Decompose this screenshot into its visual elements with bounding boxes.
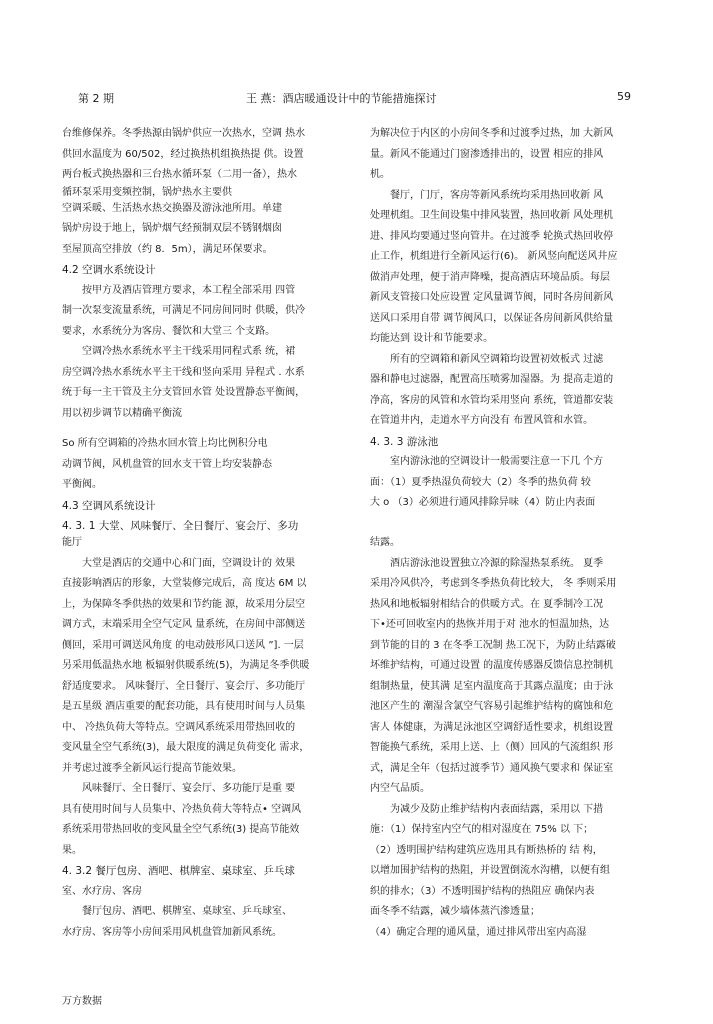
text-line: 直接影响酒店的形象，大堂装修完成后，高 度达 6M 以: [62, 578, 307, 589]
text-line: 热风和地板辐射相结合的供暖方式。在 夏季制冷工况: [370, 598, 604, 610]
text-line: 动调节阀，风机盘管的回水支干管上均安装静态: [62, 458, 272, 470]
text-line: 具有使用时间与人员集中、冷热负荷大等特点• 空调风: [62, 803, 302, 815]
text-line: 大堂是酒店的交通中心和门面，空调设计的 效果: [82, 557, 296, 569]
text-line: 净高，客房的风管和水管均采用竖向 系统，管道都安装: [370, 394, 614, 406]
text-line: 循环泵采用变频控制，锅炉热水主要供: [62, 186, 232, 198]
text-line: 锅炉房设于地上，锅炉烟气经预制双层不锈钢烟囱: [62, 223, 282, 234]
text-line: 组制热量，使其满 足室内温度高于其露点温度；由于泳: [370, 680, 614, 692]
text-line: 统于每一主干管及主分支管回水管 处设置静态平衡阀，: [62, 387, 306, 398]
text-line: 施：（1）保持室内空气的相对湿度在 75% 以 下；: [370, 824, 594, 835]
text-line: 式，满足全年（包括过渡季节）通风换气要求和 保证室: [370, 762, 614, 774]
text-line: 室、水疗房、客房: [62, 885, 142, 897]
text-line: 调方式，末端采用全空气定风 量系统，在房间中部侧送: [62, 619, 306, 630]
text-line: 池区产生的 潮湿含氯空气容易引起维护结构的腐蚀和危: [370, 701, 614, 712]
text-line: 是五星级 酒店重要的配套功能，具有使用时间与人员集: [62, 701, 306, 712]
text-line: 空调采暖、生活热水热交换器及游泳池所用。单建: [62, 202, 282, 214]
header-title: 王 燕：酒店暖通设计中的节能措施探讨: [246, 92, 437, 105]
text-line: 餐厅包房、酒吧、棋牌室、桌球室、乒乓球室、: [82, 906, 292, 917]
text-line: 房空调冷热水系统水平主干线和竖向采用 异程式 . 水系: [62, 366, 305, 378]
text-line: 要求，水系统分为客房、餐饮和大堂三 个支路。: [62, 325, 276, 337]
text-line: 为解决位于内区的小房间冬季和过渡季过热，加 大新风: [370, 128, 614, 139]
right-column-bottom: [370, 533, 646, 943]
text-line: 到节能的目的 3 在冬季工况制 热工况下，为防止结露破: [370, 639, 616, 651]
text-line: 在管道井内，走道水平方向没有 布置风管和水管。: [370, 415, 594, 426]
text-line: （2）透明围护结构建筑应选用具有断热桥的 结 构，: [370, 844, 603, 856]
text-line: 按甲方及酒店管理方要求，本工程全部采用 四管: [82, 284, 296, 296]
text-line: 坏维护结构，可通过设置 的温度传感器反馈信息控制机: [370, 660, 614, 671]
text-line: 并考虑过渡季全新风运行提高节能效果。: [62, 762, 242, 774]
text-line: 下•还可回收室内的热恢并用于对 池水的恒温加热，达: [370, 619, 610, 630]
text-line: 空调冷热水系统水平主干线采用同程式系 统，裙: [82, 346, 296, 357]
text-line: 舒适度要求。 风味餐厅、全日餐厅、宴会厅、多功能厅: [62, 680, 306, 692]
text-line: 制一次泵变流量系统，可满足不同房间同时 供暖，供冷: [62, 305, 306, 316]
text-line: 处理机组。卫生间设集中排风装置，热回收新 风处理机: [370, 210, 614, 221]
text-line: 果。: [62, 844, 82, 856]
text-line: 至屋顶高空排放（约 8．5m），满足环保要求。: [62, 243, 273, 255]
text-line: 上，为保障冬季供热的效果和节约能 源，故采用分层空: [62, 598, 306, 610]
subsection-heading: 4. 3. 1 大堂、风味餐厅、全日餐厅、宴会厅、多功: [62, 520, 299, 532]
subsection-heading: 4. 3.2 餐厅包房、酒吧、棋牌室、桌球室、乒乓球: [62, 865, 295, 877]
text-line: 另采用低温热水地 板辐射供暖系统(5)，为满足冬季供暖: [62, 660, 310, 671]
text-line: 平衡阀。: [62, 479, 102, 490]
text-line: 两台板式换热器和三台热水循环泵（二用一备），热水: [62, 169, 297, 180]
text-line: 变风量全空气系统(3)，最大限度的满足负荷变化 需求，: [62, 742, 310, 753]
text-line: 用以初步调节以精确平衡流: [62, 407, 182, 419]
text-line: 系统采用带热回收的变风量全空气系统(3) 提高节能效: [62, 824, 300, 835]
text-line: 内空气品质。: [370, 783, 430, 794]
text-line: 中、 冷热负荷大等特点。空调风系统采用带热回收的: [62, 721, 296, 733]
text-line: （4）确定合理的通风量，通过排风带出室内高湿: [370, 926, 587, 938]
text-line: 新风支管接口处应设置 定风量调节阀，同时各房间新风: [370, 292, 614, 303]
text-line: 水疗房、客房等小房间采用风机盘管加新风系统。: [62, 926, 282, 938]
text-line: 织的排水；（3）不透明围护结构的热阻应 确保内表: [370, 885, 595, 897]
text-line: 送风口采用自带 调节阀风口，以保证各房间新风供给量: [370, 312, 614, 324]
text-line: 面冬季不结露，减少墙体蒸汽渗透量；: [370, 906, 540, 917]
text-line: 量。新风不能通过门窗渗透排出的，设置 相应的排风: [370, 148, 604, 160]
text-line: 机。: [370, 169, 390, 180]
text-line: 能厅: [62, 537, 82, 548]
subsection-heading: 4. 3. 3 游泳池: [370, 435, 439, 448]
left-column-middle: [62, 434, 338, 537]
text-line: 台维修保养。冬季热源由锅炉供应一次热水，空调 热水: [62, 128, 306, 139]
footer-watermark: 万方数据: [62, 996, 102, 1007]
text-line: 器和静电过滤器，配置高压喷雾加湿器。为 提高走道的: [370, 374, 614, 385]
text-line: 供回水温度为 60/502，经过换热机组换热提 供。设置: [62, 148, 304, 160]
section-heading: 4.3 空调风系统设计: [62, 499, 156, 512]
text-line: 酒店游泳池设置独立冷源的除湿热泵系统。 夏季: [390, 557, 604, 569]
text-line: 智能换气系统，采用上送、上（侧）回风的气流组织 形: [370, 742, 614, 753]
text-line: 采用冷风供冷，考虑到冬季热负荷比较大， 冬 季则采用: [370, 578, 617, 589]
text-line: 均能达到 设计和节能要求。: [370, 333, 494, 344]
text-line: 室内游泳池的空调设计一般需要注意一下几 个方: [390, 456, 604, 467]
text-line: 风味餐厅、全日餐厅、宴会厅、多功能厅是重 要: [82, 783, 296, 794]
text-line: 大 o （3）必须进行通风排除异味（4）防止内表面: [370, 497, 596, 508]
text-line: 止工作，机组进行全新风运行(6)。 新风竖向配送风井应: [370, 251, 618, 262]
text-line: 进、排风均要通过竖向管井。在过渡季 轮换式热回收停: [370, 230, 614, 242]
text-line: 餐厅，门厅，客房等新风系统均采用热回收新 风: [390, 189, 604, 201]
page-number: 59: [617, 90, 631, 103]
text-line: 害人 体健康，为满足泳池区空调舒适性要求，机组设置: [370, 721, 614, 733]
right-column-top: [370, 124, 646, 514]
left-column-top: [62, 124, 338, 424]
text-line: 为减少及防止维护结构内表面结露，采用以 下措: [390, 803, 604, 815]
section-heading: 4.2 空调水系统设计: [62, 264, 156, 276]
text-line: 做消声处理，便于消声降噪，提高酒店环境品质。每层: [370, 271, 610, 283]
text-line: 结露。: [370, 537, 400, 548]
left-column-bottom: [62, 533, 338, 943]
text-line: 所有的空调箱和新风空调箱均设置初效板式 过滤: [390, 353, 604, 365]
issue-number: 第 2 期: [78, 92, 114, 105]
text-line: So 所有空调箱的冷热水回水管上均比例积分电: [62, 438, 268, 449]
text-line: 面：（1）夏季热湿负荷较大（2）冬季的热负荷 较: [370, 476, 591, 488]
text-line: 以增加围护结构的热阻，并设置倒流水沟槽，以便有组: [370, 865, 610, 876]
text-line: 侧回，采用可调送风角度 的电动鼓形风口送风 ”]. 一层: [62, 639, 304, 651]
